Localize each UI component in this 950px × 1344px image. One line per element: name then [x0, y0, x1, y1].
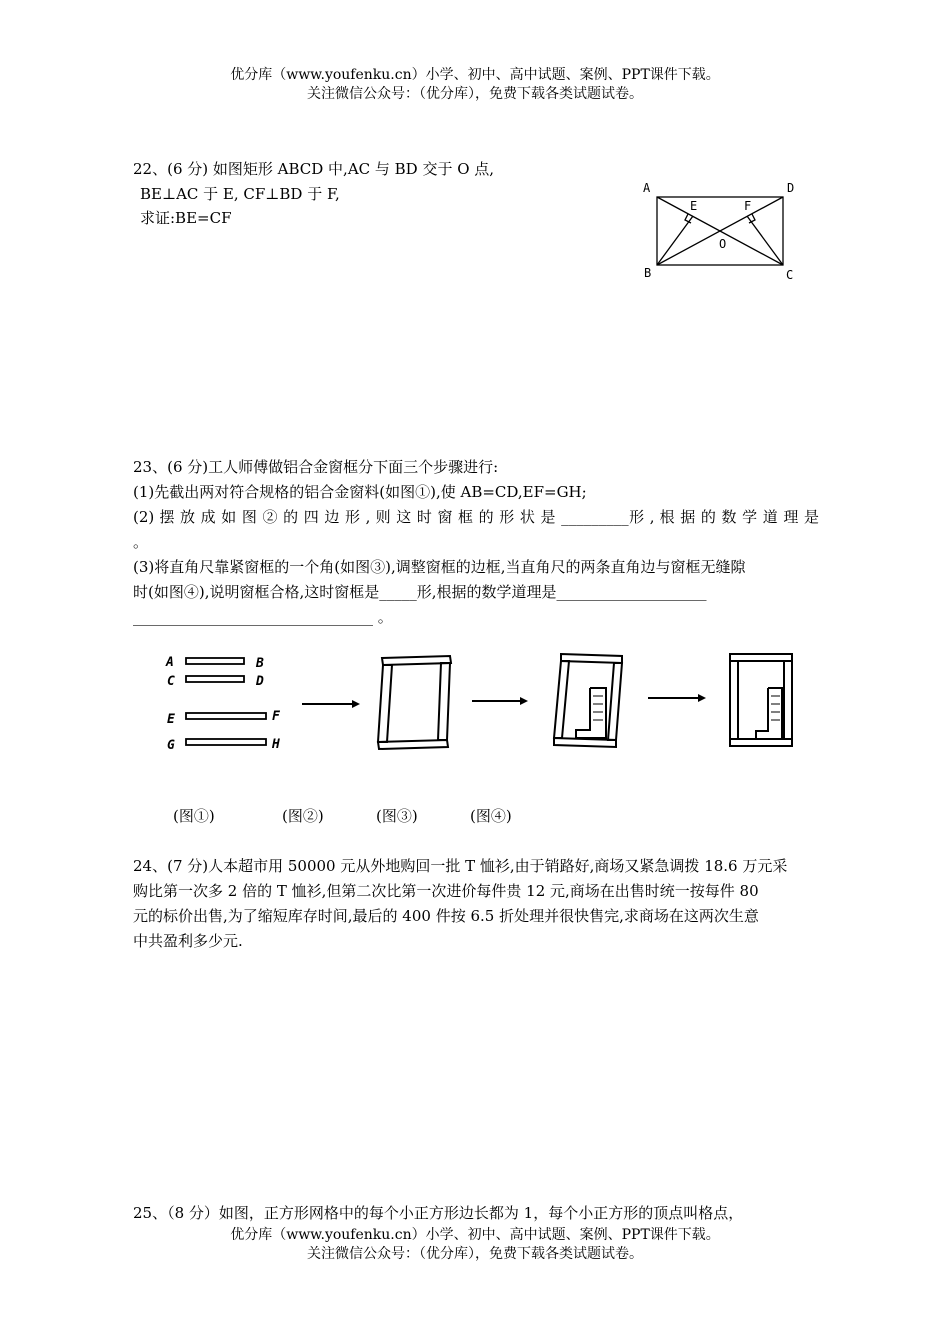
bar-label-a: A — [166, 655, 174, 670]
frame-fig-4 — [730, 654, 792, 746]
q23-line-6: 时(如图④),说明窗框合格,这时窗框是_____形,根据的数学道理是____________________ — [133, 583, 707, 601]
bar-label-e: E — [167, 712, 175, 727]
label-a: A — [643, 181, 651, 195]
frame-fig-3 — [554, 654, 622, 747]
bar-ef — [186, 713, 266, 719]
q23-line-5: (3)将直角尺靠紧窗框的一个角(如图③),调整窗框的边框,当直角尺的两条直角边与窗框无缝隙 — [133, 558, 746, 576]
bar-cd — [186, 676, 244, 682]
bar-label-f: F — [272, 709, 280, 724]
caption-fig-2: (图②) — [282, 807, 324, 825]
q23-line-3: (2) 摆 放 成 如 图 ② 的 四 边 形 , 则 这 时 窗 框 的 形 状 是 _________形 , 根 据 的 数 学 道 理 是 — [133, 508, 819, 526]
segment-cf — [747, 216, 783, 265]
label-e: E — [690, 199, 698, 213]
bar-label-h: H — [272, 737, 280, 752]
label-d: D — [787, 181, 795, 195]
bar-gh — [186, 739, 266, 745]
q25-line-1: 25、（8 分）如图，正方形网格中的每个小正方形边长都为 1，每个小正方形的顶点叫格点， — [133, 1204, 744, 1222]
header-line-2: 关注微信公众号：（优分库），免费下载各类试题试卷。 — [307, 86, 643, 102]
bar-label-g: G — [167, 738, 175, 753]
q22-line-3: 求证:BE=CF — [140, 209, 232, 227]
q22-line-1: 22、(6 分) 如图矩形 ABCD 中,AC 与 BD 交于 O 点, — [133, 160, 495, 178]
caption-fig-3: (图③) — [376, 807, 418, 825]
q24-line-3: 元的标价出售,为了缩短库存时间,最后的 400 件按 6.5 折处理并很快售完,求商场在这两次生意 — [133, 907, 759, 925]
bar-ab — [186, 658, 244, 664]
q22-line-2: BE⊥AC 于 E, CF⊥BD 于 F, — [140, 185, 340, 203]
header-line-1: 优分库（www.youfenku.cn）小学、初中、高中试题、案例、PPT课件下载。 — [230, 67, 720, 83]
q23-line-2: (1)先截出两对符合规格的铝合金窗料(如图①),使 AB=CD,EF=GH; — [133, 483, 587, 501]
footer-line-1: 优分库（www.youfenku.cn）小学、初中、高中试题、案例、PPT课件下载。 — [230, 1227, 720, 1243]
q23-line-7: ________________________________ 。 — [133, 608, 393, 626]
q24-line-1: 24、(7 分)人本超市用 50000 元从外地购回一批 T 恤衫,由于销路好,商场又紧急调拨 18.6 万元采 — [133, 857, 788, 875]
bar-label-c: C — [167, 674, 175, 689]
q22-rectangle-figure — [636, 176, 812, 286]
label-c: C — [786, 268, 794, 282]
caption-fig-1: (图①) — [173, 807, 215, 825]
q23-window-frame-figures — [160, 648, 810, 758]
label-o: O — [719, 237, 727, 251]
q23-line-4: 。 — [133, 533, 149, 551]
frame-fig-2 — [378, 656, 451, 749]
q24-line-4: 中共盈利多少元. — [133, 932, 243, 950]
footer-line-2: 关注微信公众号：（优分库），免费下载各类试题试卷。 — [307, 1246, 643, 1262]
segment-be — [657, 216, 693, 265]
label-f: F — [744, 199, 752, 213]
bar-label-b: B — [256, 656, 264, 671]
caption-fig-4: (图④) — [470, 807, 512, 825]
label-b: B — [644, 266, 652, 280]
q24-line-2: 购比第一次多 2 倍的 T 恤衫,但第二次比第一次进价每件贵 12 元,商场在出售时统一按每件 80 — [133, 882, 759, 900]
q23-line-1: 23、(6 分)工人师傅做铝合金窗框分下面三个步骤进行: — [133, 458, 499, 476]
bar-label-d: D — [256, 674, 264, 689]
